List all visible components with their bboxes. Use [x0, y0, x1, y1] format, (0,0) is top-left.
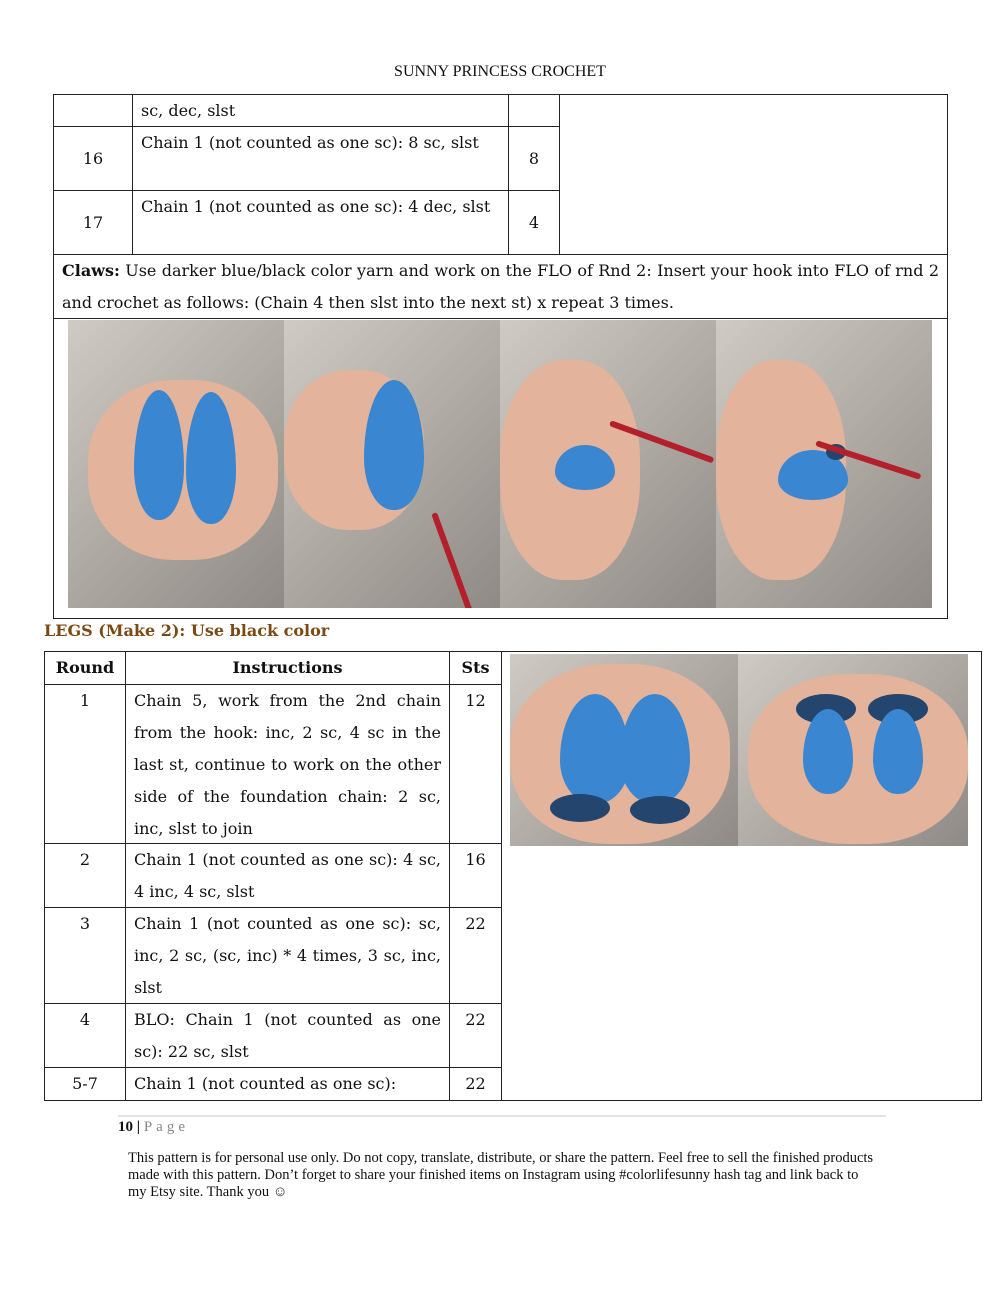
- sts-cell: 22: [449, 1067, 502, 1101]
- empty-image-cell: [559, 94, 948, 255]
- sts-cell: 22: [449, 1003, 502, 1068]
- claws-instructions: [53, 254, 948, 319]
- photo-working-claws-1: [500, 320, 717, 608]
- claws-text: Use darker blue/black color yarn and work on the FLO of Rnd 2: Insert your hook into FLO of rnd 2 and crochet as follows: (Chain 4 then slst into the next st) x repeat 3 times.: [62, 261, 939, 312]
- claws-label: Claws:: [62, 261, 120, 280]
- round-cell: 4: [44, 1003, 126, 1068]
- instructions-cell: sc, dec, slst: [132, 94, 509, 127]
- photo-two-feet-in-hand: [68, 320, 285, 608]
- instructions-cell: Chain 1 (not counted as one sc): sc, inc, 2 sc, (sc, inc) * 4 times, 3 sc, inc, slst: [125, 907, 450, 1004]
- sts-cell: 8: [508, 126, 560, 191]
- round-cell: 16: [53, 126, 133, 191]
- round-cell: 2: [44, 843, 126, 908]
- page-number-value: 10: [118, 1119, 133, 1135]
- round-cell: 5-7: [44, 1067, 126, 1101]
- instructions-cell: Chain 1 (not counted as one sc):: [125, 1067, 450, 1101]
- round-cell: 17: [53, 190, 133, 255]
- photo-working-claws-2: [716, 320, 933, 608]
- instructions-cell: Chain 1 (not counted as one sc): 4 dec, slst: [132, 190, 509, 255]
- instructions-cell: Chain 5, work from the 2nd chain from the hook: inc, 2 sc, 4 sc in the last st, continue to work on the other side of the foundation chain: 2 sc, inc, slst to join: [125, 684, 450, 844]
- claws-photos-cell: [53, 318, 948, 619]
- photo-legs-side: [510, 654, 739, 846]
- copyright-notice: This pattern is for personal use only. Do not copy, translate, distribute, or share the pattern. Feel free to sell the finished products made with this pattern. Don’t forget to share your finished items on Instagram using #colorlifesunny hash tag and link back to my Etsy site. Thank you ☺: [128, 1150, 874, 1200]
- sts-cell: [508, 94, 560, 127]
- sts-cell: 12: [449, 684, 502, 844]
- column-header-round: Round: [44, 651, 126, 685]
- sts-cell: 4: [508, 190, 560, 255]
- photo-foot-with-hook: [284, 320, 501, 608]
- page-number: [118, 1119, 189, 1136]
- sts-cell: 16: [449, 843, 502, 908]
- legs-photos-cell: [501, 651, 982, 1101]
- round-cell: [53, 94, 133, 127]
- legs-section-heading: LEGS (Make 2): Use black color: [44, 621, 330, 640]
- round-cell: 1: [44, 684, 126, 844]
- instructions-cell: Chain 1 (not counted as one sc): 8 sc, slst: [132, 126, 509, 191]
- page-separator: |: [133, 1119, 144, 1135]
- sts-cell: 22: [449, 907, 502, 1004]
- column-header-sts: Sts: [449, 651, 502, 685]
- page-label: Page: [143, 1119, 189, 1135]
- photo-legs-bottom: [738, 654, 969, 846]
- page-header-title: SUNNY PRINCESS CROCHET: [394, 63, 606, 80]
- footer-divider: [118, 1115, 886, 1117]
- instructions-cell: BLO: Chain 1 (not counted as one sc): 22 sc, slst: [125, 1003, 450, 1068]
- instructions-cell: Chain 1 (not counted as one sc): 4 sc, 4 inc, 4 sc, slst: [125, 843, 450, 908]
- column-header-instructions: Instructions: [125, 651, 450, 685]
- round-cell: 3: [44, 907, 126, 1004]
